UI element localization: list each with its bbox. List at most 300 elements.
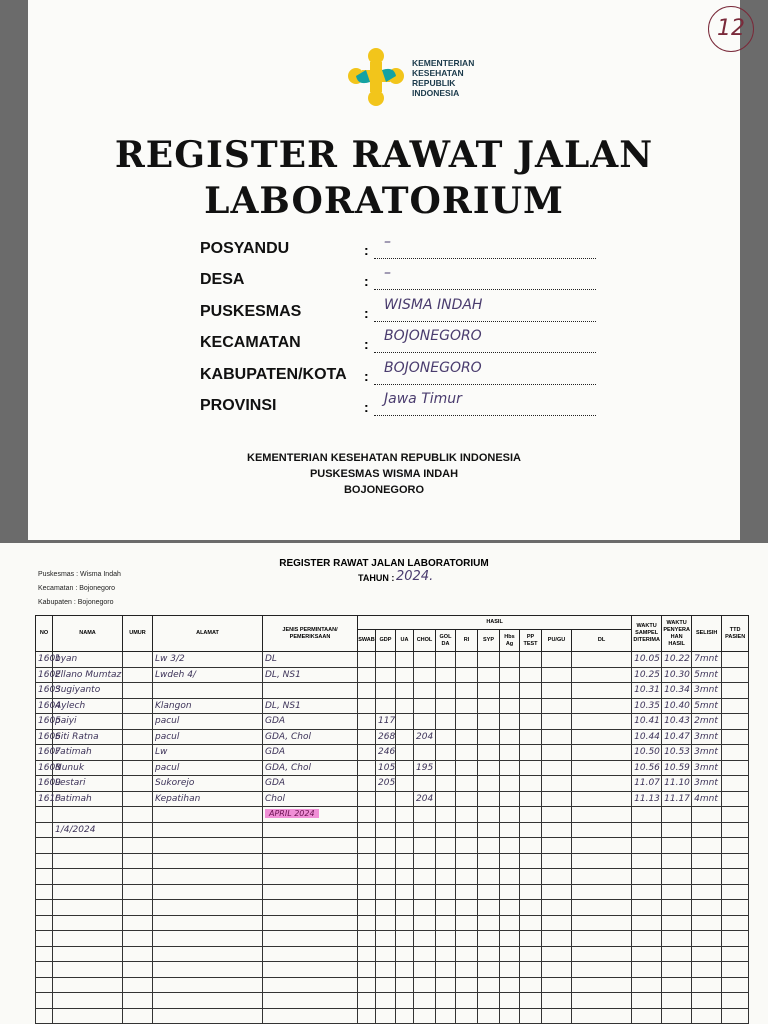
cell-jenis: GDA xyxy=(263,745,358,761)
cell-gdp xyxy=(376,667,396,683)
cell-selisih xyxy=(692,822,722,838)
cell-syp xyxy=(478,869,500,885)
cell-dl xyxy=(572,993,632,1009)
cell-ttd xyxy=(722,884,749,900)
col-hasil-ri: RI xyxy=(456,630,478,652)
cell-gol xyxy=(436,683,456,699)
form-colon: : xyxy=(364,399,369,415)
footer-line: PUSKESMAS WISMA INDAH xyxy=(309,468,459,480)
cell-dl xyxy=(572,962,632,978)
cell-jenis: GDA, Chol xyxy=(263,729,358,745)
cell-chol xyxy=(414,776,436,792)
cell-selisih: 4mnt xyxy=(692,791,722,807)
cell-dl xyxy=(572,838,632,854)
cell-dl xyxy=(572,853,632,869)
cell-ttd xyxy=(722,869,749,885)
cell-waktu-penyerahan xyxy=(662,822,692,838)
cell-waktu-penyerahan xyxy=(662,962,692,978)
cell-hbsag xyxy=(500,853,520,869)
col-hasil-gol-da: GOL DA xyxy=(436,630,456,652)
cell-pp xyxy=(520,760,542,776)
cell-ua xyxy=(396,853,414,869)
cell-ttd xyxy=(722,1008,749,1024)
table-row xyxy=(36,977,749,993)
cell-ri xyxy=(456,884,478,900)
cell-pugu xyxy=(542,884,572,900)
cell-hbsag xyxy=(500,791,520,807)
form-row xyxy=(200,297,620,329)
cell-syp xyxy=(478,791,500,807)
col-jenis: JENIS PERMINTAAN/ PEMERIKSAAN xyxy=(263,616,358,652)
cell-hbsag xyxy=(500,776,520,792)
cell-nama: paiyi xyxy=(53,714,123,730)
form-label: PROVINSI xyxy=(200,397,277,414)
cell-ri xyxy=(456,822,478,838)
cell-nama: byan xyxy=(53,652,123,668)
cell-ttd xyxy=(722,977,749,993)
cell-umur xyxy=(123,791,153,807)
logo-shape xyxy=(368,90,384,106)
cell-hbsag xyxy=(500,884,520,900)
cell-hbsag xyxy=(500,683,520,699)
cell-nama: 1/4/2024 xyxy=(53,822,123,838)
cell-dl xyxy=(572,652,632,668)
cell-gol xyxy=(436,745,456,761)
form-value: – xyxy=(384,265,391,281)
cell-dl xyxy=(572,714,632,730)
cell-gol xyxy=(436,977,456,993)
cell-syp xyxy=(478,962,500,978)
cell-dl xyxy=(572,776,632,792)
cell-ttd xyxy=(722,915,749,931)
cell-no xyxy=(36,822,53,838)
form-label: KABUPATEN/KOTA xyxy=(200,366,347,383)
cell-gol xyxy=(436,1008,456,1024)
cell-ri xyxy=(456,915,478,931)
cell-dl xyxy=(572,807,632,823)
cell-waktu-penyerahan: 10.30 xyxy=(662,667,692,683)
cell-gdp xyxy=(376,683,396,699)
cell-syp xyxy=(478,698,500,714)
cell-no xyxy=(36,993,53,1009)
cell-gdp xyxy=(376,993,396,1009)
cell-dl xyxy=(572,869,632,885)
cell-dl xyxy=(572,729,632,745)
cell-pugu xyxy=(542,946,572,962)
cell-pp xyxy=(520,807,542,823)
cell-chol xyxy=(414,652,436,668)
cell-swab xyxy=(358,838,376,854)
cell-gol xyxy=(436,714,456,730)
cell-no: 1607 xyxy=(36,745,53,761)
cell-ri xyxy=(456,776,478,792)
cell-ua xyxy=(396,791,414,807)
cell-pugu xyxy=(542,977,572,993)
table-row xyxy=(36,652,749,668)
form-row xyxy=(200,328,620,360)
table-row xyxy=(36,714,749,730)
cell-ua xyxy=(396,822,414,838)
table-row xyxy=(36,776,749,792)
cell-jenis xyxy=(263,1008,358,1024)
cell-jenis xyxy=(263,977,358,993)
cell-waktu-sampel xyxy=(632,915,662,931)
cell-umur xyxy=(123,915,153,931)
cell-swab xyxy=(358,946,376,962)
form-row xyxy=(200,234,620,266)
cell-chol xyxy=(414,683,436,699)
cell-waktu-sampel: 10.05 xyxy=(632,652,662,668)
cell-selisih: 3mnt xyxy=(692,745,722,761)
col-hasil-gdp: GDP xyxy=(376,630,396,652)
cell-ttd xyxy=(722,900,749,916)
cell-ri xyxy=(456,993,478,1009)
cell-pp xyxy=(520,900,542,916)
cell-hbsag xyxy=(500,667,520,683)
cell-nama: Siti Ratna xyxy=(53,729,123,745)
cell-chol xyxy=(414,900,436,916)
cell-swab xyxy=(358,652,376,668)
cell-no xyxy=(36,869,53,885)
cell-swab xyxy=(358,745,376,761)
cell-nama xyxy=(53,807,123,823)
cell-gdp xyxy=(376,869,396,885)
cell-syp xyxy=(478,900,500,916)
form-value: WISMA INDAH xyxy=(384,297,483,313)
cell-no: 1608 xyxy=(36,760,53,776)
cell-alamat xyxy=(153,946,263,962)
cell-umur xyxy=(123,760,153,776)
cell-chol xyxy=(414,869,436,885)
cell-gol xyxy=(436,652,456,668)
form-value: BOJONEGORO xyxy=(384,328,482,344)
cell-selisih xyxy=(692,853,722,869)
cell-chol xyxy=(414,884,436,900)
cell-ri xyxy=(456,652,478,668)
cell-syp xyxy=(478,931,500,947)
cell-nama: Sugiyanto xyxy=(53,683,123,699)
cell-chol xyxy=(414,698,436,714)
ministry-logo-icon xyxy=(346,46,406,112)
cell-jenis: GDA xyxy=(263,714,358,730)
cell-ri xyxy=(456,869,478,885)
cell-hbsag xyxy=(500,1008,520,1024)
cell-nama xyxy=(53,931,123,947)
cell-ri xyxy=(456,791,478,807)
cell-nama: Lestari xyxy=(53,776,123,792)
cell-dl xyxy=(572,791,632,807)
cell-chol xyxy=(414,962,436,978)
cell-umur xyxy=(123,884,153,900)
cell-pp xyxy=(520,698,542,714)
cell-chol xyxy=(414,946,436,962)
cell-selisih xyxy=(692,931,722,947)
cell-nama xyxy=(53,993,123,1009)
cell-syp xyxy=(478,652,500,668)
cell-no xyxy=(36,915,53,931)
cell-swab xyxy=(358,822,376,838)
cell-pp xyxy=(520,822,542,838)
cell-pugu xyxy=(542,776,572,792)
register-title: REGISTER RAWAT JALAN LABORATORIUM xyxy=(279,558,489,569)
cell-waktu-sampel: 10.41 xyxy=(632,714,662,730)
meta-kabupaten: Kabupaten : Bojonegoro xyxy=(38,599,114,606)
cell-hbsag xyxy=(500,962,520,978)
cell-selisih: 3mnt xyxy=(692,760,722,776)
cell-ua xyxy=(396,729,414,745)
cell-waktu-penyerahan: 10.34 xyxy=(662,683,692,699)
cell-waktu-sampel xyxy=(632,993,662,1009)
cell-hbsag xyxy=(500,652,520,668)
cell-swab xyxy=(358,869,376,885)
cell-ttd xyxy=(722,683,749,699)
col-hasil-pu-gu: PU/GU xyxy=(542,630,572,652)
logo-line: INDONESIA xyxy=(412,88,460,98)
cell-swab xyxy=(358,962,376,978)
cell-alamat xyxy=(153,822,263,838)
cell-waktu-penyerahan xyxy=(662,853,692,869)
cell-alamat xyxy=(153,853,263,869)
cell-no: 1602 xyxy=(36,667,53,683)
page-number: 12 xyxy=(708,6,754,52)
cell-alamat xyxy=(153,962,263,978)
cell-gol xyxy=(436,962,456,978)
cell-ua xyxy=(396,652,414,668)
cell-jenis: Chol xyxy=(263,791,358,807)
logo-line: REPUBLIK xyxy=(412,78,456,88)
cell-alamat xyxy=(153,1008,263,1024)
cell-chol xyxy=(414,1008,436,1024)
cell-alamat xyxy=(153,931,263,947)
cell-waktu-penyerahan xyxy=(662,884,692,900)
cell-dl xyxy=(572,698,632,714)
cell-waktu-sampel: 10.25 xyxy=(632,667,662,683)
cell-alamat: Lw 3/2 xyxy=(153,652,263,668)
month-highlight: APRIL 2024 xyxy=(265,809,319,818)
cell-hbsag xyxy=(500,745,520,761)
form-row xyxy=(200,265,620,297)
cell-hbsag xyxy=(500,915,520,931)
col-umur: UMUR xyxy=(123,616,153,652)
cell-ua xyxy=(396,698,414,714)
cell-alamat xyxy=(153,915,263,931)
cell-pp xyxy=(520,729,542,745)
logo-line: KEMENTERIAN xyxy=(412,58,475,68)
col-alamat: ALAMAT xyxy=(153,616,263,652)
cell-jenis xyxy=(263,993,358,1009)
cell-hbsag xyxy=(500,714,520,730)
cell-gdp: 268 xyxy=(376,729,396,745)
col-hasil: HASIL xyxy=(358,616,632,630)
cell-chol xyxy=(414,745,436,761)
cell-pp xyxy=(520,931,542,947)
cell-jenis: DL, NS1 xyxy=(263,698,358,714)
tahun-value: 2024. xyxy=(396,569,434,584)
form-line xyxy=(374,289,596,290)
cell-gdp xyxy=(376,915,396,931)
cell-waktu-sampel xyxy=(632,977,662,993)
cell-pp xyxy=(520,838,542,854)
cell-ttd xyxy=(722,822,749,838)
form-colon: : xyxy=(364,242,369,258)
cell-nama: Fatimah xyxy=(53,745,123,761)
tahun-label: TAHUN : xyxy=(358,573,395,583)
cell-pugu xyxy=(542,838,572,854)
cell-pugu xyxy=(542,667,572,683)
cell-gol xyxy=(436,900,456,916)
table-row xyxy=(36,822,749,838)
cell-ua xyxy=(396,714,414,730)
cell-ttd xyxy=(722,714,749,730)
cell-dl xyxy=(572,667,632,683)
cell-nama xyxy=(53,900,123,916)
cell-pugu xyxy=(542,1008,572,1024)
cell-waktu-penyerahan xyxy=(662,1008,692,1024)
cell-ua xyxy=(396,776,414,792)
cell-syp xyxy=(478,807,500,823)
cell-ua xyxy=(396,760,414,776)
cell-no: 1605 xyxy=(36,714,53,730)
table-row xyxy=(36,745,749,761)
form-row xyxy=(200,391,620,423)
cell-hbsag xyxy=(500,807,520,823)
cell-chol xyxy=(414,915,436,931)
cell-swab xyxy=(358,807,376,823)
cell-pugu xyxy=(542,807,572,823)
cell-selisih xyxy=(692,946,722,962)
cell-gdp xyxy=(376,977,396,993)
cell-ttd xyxy=(722,931,749,947)
register-table xyxy=(35,615,749,1024)
cell-umur xyxy=(123,698,153,714)
cell-umur xyxy=(123,853,153,869)
cell-umur xyxy=(123,931,153,947)
cell-gol xyxy=(436,915,456,931)
footer-line: BOJONEGORO xyxy=(343,484,425,496)
cell-chol xyxy=(414,977,436,993)
cell-umur xyxy=(123,946,153,962)
cell-waktu-sampel xyxy=(632,869,662,885)
cover-page xyxy=(28,0,745,540)
cell-ri xyxy=(456,962,478,978)
cell-jenis xyxy=(263,884,358,900)
cell-umur xyxy=(123,900,153,916)
cell-no xyxy=(36,962,53,978)
cell-gol xyxy=(436,760,456,776)
cell-gol xyxy=(436,853,456,869)
col-hasil-hbs-ag: Hbs Ag xyxy=(500,630,520,652)
cell-syp xyxy=(478,822,500,838)
cell-chol xyxy=(414,838,436,854)
cell-no xyxy=(36,884,53,900)
cell-umur xyxy=(123,667,153,683)
cell-waktu-penyerahan: 10.59 xyxy=(662,760,692,776)
cell-alamat xyxy=(153,977,263,993)
cell-pp xyxy=(520,1008,542,1024)
cell-selisih: 2mnt xyxy=(692,714,722,730)
col-nama: NAMA xyxy=(53,616,123,652)
cell-alamat: Klangon xyxy=(153,698,263,714)
col-hasil-swab: SWAB xyxy=(358,630,376,652)
table-row xyxy=(36,838,749,854)
cell-jenis: DL xyxy=(263,652,358,668)
form-label: KECAMATAN xyxy=(200,334,301,351)
cell-jenis: DL, NS1 xyxy=(263,667,358,683)
cell-gol xyxy=(436,946,456,962)
cell-gol xyxy=(436,776,456,792)
cell-waktu-penyerahan xyxy=(662,993,692,1009)
cell-nama: Aylech xyxy=(53,698,123,714)
cell-jenis xyxy=(263,931,358,947)
cell-waktu-sampel: 10.35 xyxy=(632,698,662,714)
cell-selisih xyxy=(692,869,722,885)
col-hasil-dl: DL xyxy=(572,630,632,652)
cell-jenis xyxy=(263,807,358,823)
cell-umur xyxy=(123,869,153,885)
cell-swab xyxy=(358,931,376,947)
cell-gol xyxy=(436,822,456,838)
cell-nama xyxy=(53,884,123,900)
cell-waktu-sampel: 11.07 xyxy=(632,776,662,792)
cell-pp xyxy=(520,884,542,900)
cell-selisih xyxy=(692,977,722,993)
cell-swab xyxy=(358,915,376,931)
cell-dl xyxy=(572,822,632,838)
cell-pugu xyxy=(542,962,572,978)
register-page xyxy=(0,543,768,1024)
cell-hbsag xyxy=(500,869,520,885)
form-label: PUSKESMAS xyxy=(200,303,302,320)
cell-alamat: pacul xyxy=(153,760,263,776)
cell-waktu-penyerahan: 10.22 xyxy=(662,652,692,668)
cell-gdp xyxy=(376,791,396,807)
cell-ua xyxy=(396,962,414,978)
cell-pp xyxy=(520,714,542,730)
cell-syp xyxy=(478,838,500,854)
col-hasil-pp-test: PP TEST xyxy=(520,630,542,652)
cell-hbsag xyxy=(500,729,520,745)
cell-hbsag xyxy=(500,838,520,854)
cell-pp xyxy=(520,993,542,1009)
cell-ri xyxy=(456,931,478,947)
cell-nama xyxy=(53,853,123,869)
cell-selisih: 3mnt xyxy=(692,729,722,745)
cell-gdp xyxy=(376,946,396,962)
cell-nama xyxy=(53,946,123,962)
form-line xyxy=(374,415,596,416)
cell-chol xyxy=(414,807,436,823)
cell-gdp xyxy=(376,807,396,823)
cell-no: 1606 xyxy=(36,729,53,745)
cell-pugu xyxy=(542,760,572,776)
col-waktu-sampel: WAKTU SAMPEL DITERIMA xyxy=(632,616,662,652)
cell-ttd xyxy=(722,962,749,978)
cell-ttd xyxy=(722,807,749,823)
cell-gdp: 105 xyxy=(376,760,396,776)
cell-gdp xyxy=(376,931,396,947)
cell-waktu-penyerahan xyxy=(662,977,692,993)
cell-ttd xyxy=(722,838,749,854)
cell-no: 1609 xyxy=(36,776,53,792)
cell-gol xyxy=(436,884,456,900)
cell-alamat: Kepatihan xyxy=(153,791,263,807)
cell-no xyxy=(36,977,53,993)
col-waktu-penyerahan: WAKTU PENYERA HAN HASIL xyxy=(662,616,692,652)
cell-hbsag xyxy=(500,946,520,962)
cell-gol xyxy=(436,993,456,1009)
table-row xyxy=(36,1008,749,1024)
cell-syp xyxy=(478,667,500,683)
